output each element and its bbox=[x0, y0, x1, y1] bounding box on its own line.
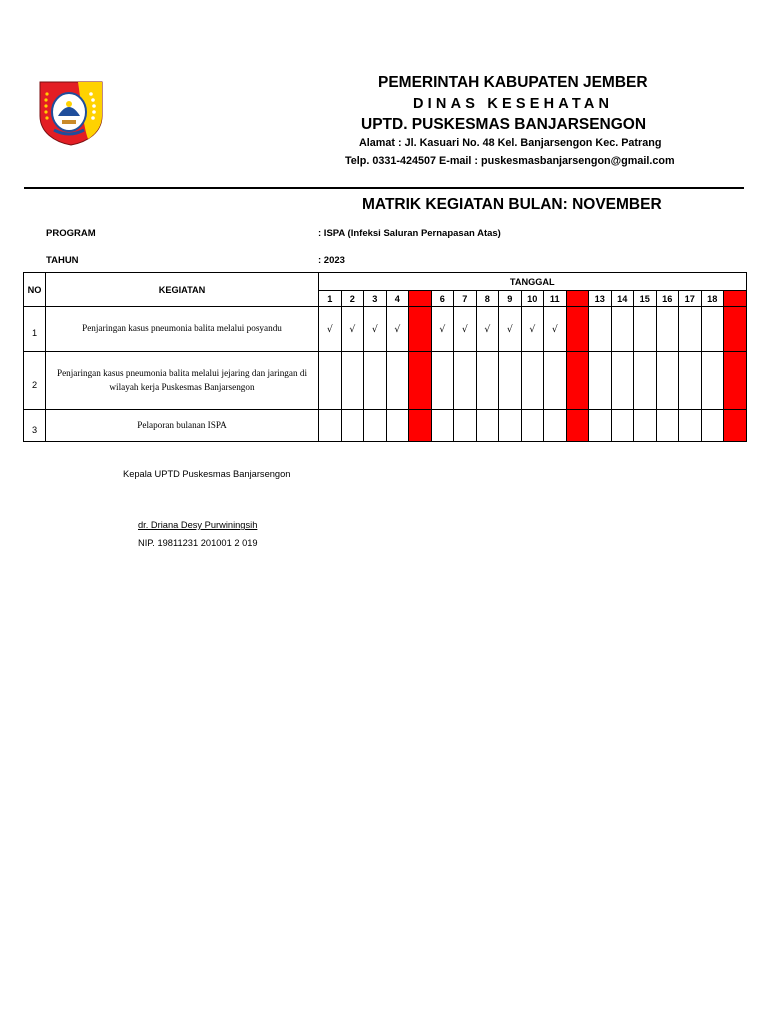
day-cell: √ bbox=[386, 307, 409, 352]
row-number: 2 bbox=[24, 352, 46, 410]
day-cell bbox=[521, 352, 544, 410]
day-cell bbox=[431, 410, 454, 442]
day-header-5: 5 bbox=[409, 291, 432, 307]
day-cell bbox=[701, 307, 724, 352]
day-cell bbox=[409, 307, 432, 352]
day-header-15: 15 bbox=[634, 291, 657, 307]
day-cell bbox=[589, 307, 612, 352]
day-header-16: 16 bbox=[656, 291, 679, 307]
day-header-8: 8 bbox=[476, 291, 499, 307]
day-cell bbox=[499, 352, 522, 410]
table-row bbox=[24, 410, 747, 442]
activity-cell: Penjaringan kasus pneumonia balita melalui jejaring dan jaringan di wilayah kerja Puskesmas Banjarsengon bbox=[46, 352, 319, 410]
day-cell bbox=[341, 410, 364, 442]
column-header-no: NO bbox=[24, 273, 46, 307]
day-cell: √ bbox=[521, 307, 544, 352]
day-header-14: 14 bbox=[611, 291, 634, 307]
day-header-6: 6 bbox=[431, 291, 454, 307]
day-header-13: 13 bbox=[589, 291, 612, 307]
day-cell bbox=[724, 410, 747, 442]
row-number: 3 bbox=[24, 410, 46, 442]
day-header-12: 12 bbox=[566, 291, 589, 307]
day-cell: √ bbox=[476, 307, 499, 352]
day-cell bbox=[634, 410, 657, 442]
day-cell bbox=[521, 410, 544, 442]
day-cell bbox=[544, 352, 567, 410]
day-header-3: 3 bbox=[364, 291, 387, 307]
day-cell bbox=[656, 307, 679, 352]
day-cell bbox=[589, 410, 612, 442]
day-cell bbox=[454, 410, 477, 442]
table-row bbox=[24, 352, 747, 410]
program-value: : ISPA (Infeksi Saluran Pernapasan Atas) bbox=[318, 228, 501, 239]
day-cell bbox=[611, 307, 634, 352]
day-cell bbox=[431, 352, 454, 410]
day-header-9: 9 bbox=[499, 291, 522, 307]
table-header-row bbox=[24, 273, 747, 291]
department-name: DINAS KESEHATAN bbox=[413, 96, 614, 112]
day-cell bbox=[679, 307, 702, 352]
column-header-date-group: TANGGAL bbox=[319, 273, 747, 291]
day-cell bbox=[611, 410, 634, 442]
day-header-7: 7 bbox=[454, 291, 477, 307]
day-cell bbox=[566, 410, 589, 442]
day-cell: √ bbox=[544, 307, 567, 352]
day-cell: √ bbox=[499, 307, 522, 352]
activity-cell: Penjaringan kasus pneumonia balita melalui posyandu bbox=[46, 307, 319, 352]
day-cell bbox=[566, 307, 589, 352]
day-cell bbox=[341, 352, 364, 410]
day-cell bbox=[701, 410, 724, 442]
document-title: MATRIK KEGIATAN BULAN: NOVEMBER bbox=[362, 196, 662, 213]
column-header-activity: KEGIATAN bbox=[46, 273, 319, 307]
day-cell bbox=[724, 352, 747, 410]
health-center-name: UPTD. PUSKESMAS BANJARSENGON bbox=[361, 116, 647, 133]
day-cell: √ bbox=[319, 307, 342, 352]
day-cell bbox=[679, 410, 702, 442]
day-cell bbox=[364, 410, 387, 442]
day-header-19: 19 bbox=[724, 291, 747, 307]
jember-regency-emblem-icon bbox=[38, 80, 104, 146]
agency-name: PEMERINTAH KABUPATEN JEMBER bbox=[378, 74, 648, 91]
day-cell bbox=[499, 410, 522, 442]
day-cell bbox=[679, 352, 702, 410]
day-cell bbox=[634, 307, 657, 352]
table-row bbox=[24, 307, 747, 352]
day-header-4: 4 bbox=[386, 291, 409, 307]
day-header-10: 10 bbox=[521, 291, 544, 307]
day-cell bbox=[656, 352, 679, 410]
year-value: : 2023 bbox=[318, 255, 345, 266]
day-cell: √ bbox=[454, 307, 477, 352]
day-cell: √ bbox=[431, 307, 454, 352]
activity-matrix-table bbox=[23, 272, 747, 442]
signatory-name: dr. Driana Desy Purwiningsih bbox=[138, 520, 258, 530]
day-cell bbox=[454, 352, 477, 410]
day-header-18: 18 bbox=[701, 291, 724, 307]
day-header-11: 11 bbox=[544, 291, 567, 307]
day-cell bbox=[656, 410, 679, 442]
day-cell bbox=[386, 352, 409, 410]
day-header-17: 17 bbox=[679, 291, 702, 307]
day-cell bbox=[319, 352, 342, 410]
day-cell bbox=[544, 410, 567, 442]
day-cell: √ bbox=[341, 307, 364, 352]
day-cell bbox=[589, 352, 612, 410]
day-cell bbox=[724, 307, 747, 352]
day-cell bbox=[319, 410, 342, 442]
day-header-1: 1 bbox=[319, 291, 342, 307]
day-header-2: 2 bbox=[341, 291, 364, 307]
letterhead-divider bbox=[24, 187, 744, 189]
day-cell bbox=[409, 410, 432, 442]
day-cell bbox=[409, 352, 432, 410]
row-number: 1 bbox=[24, 307, 46, 352]
signatory-nip: NIP. 19811231 201001 2 019 bbox=[138, 538, 258, 548]
day-cell bbox=[476, 352, 499, 410]
program-label: PROGRAM bbox=[46, 228, 96, 239]
day-cell bbox=[701, 352, 724, 410]
day-cell bbox=[634, 352, 657, 410]
year-label: TAHUN bbox=[46, 255, 79, 266]
signatory-title: Kepala UPTD Puskesmas Banjarsengon bbox=[123, 469, 291, 479]
day-cell: √ bbox=[364, 307, 387, 352]
day-cell bbox=[386, 410, 409, 442]
address-line: Alamat : Jl. Kasuari No. 48 Kel. Banjarsengon Kec. Patrang bbox=[359, 137, 662, 149]
day-cell bbox=[566, 352, 589, 410]
contact-line: Telp. 0331-424507 E-mail : puskesmasbanjarsengon@gmail.com bbox=[345, 155, 675, 167]
day-cell bbox=[364, 352, 387, 410]
activity-cell: Pelaporan bulanan ISPA bbox=[46, 410, 319, 442]
day-cell bbox=[476, 410, 499, 442]
day-cell bbox=[611, 352, 634, 410]
